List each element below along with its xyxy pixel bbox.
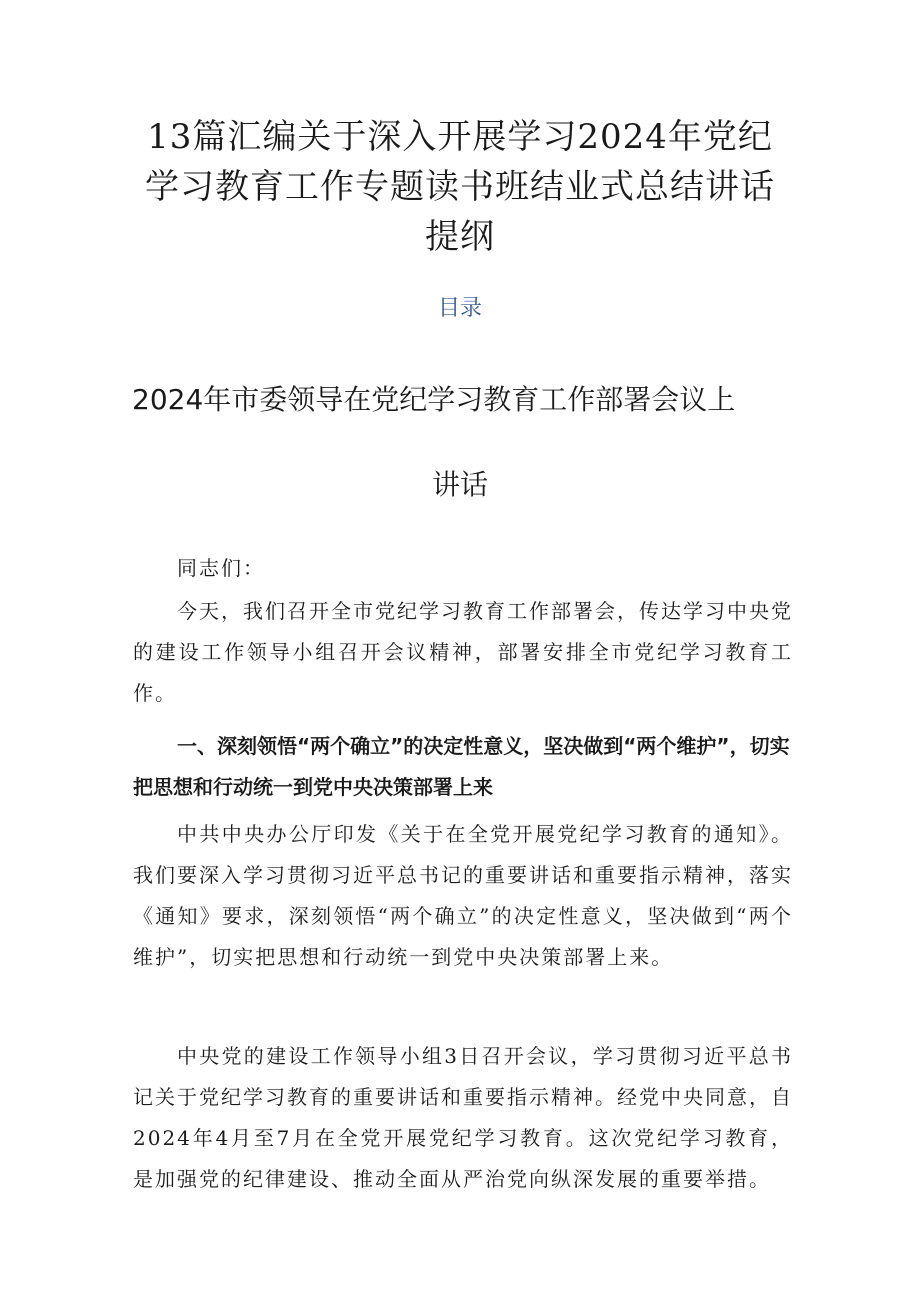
document-title: 13篇汇编关于深入开展学习2024年党纪学习教育工作专题读书班结业式总结讲话提纲 [145,117,775,257]
paragraph-1: 今天，我们召开全市党纪学习教育工作部署会，传达学习中央党的建设工作领导小组召开会议精神，部署安排全市党纪学习教育工作。 [133,599,793,705]
greeting: 同志们： [177,556,265,580]
section-title-line1: 2024年市委领导在党纪学习教育工作部署会议上 [132,383,736,416]
heading-1: 一、深刻领悟“两个确立”的决定性意义，坚决做到“两个维护”，切实把思想和行动统一到党中央决策部署上来 [133,734,790,799]
toc-label: 目录 [437,296,482,321]
section-title-line2: 讲话 [431,468,488,501]
paragraph-2: 中共中央办公厅印发《关于在全党开展党纪学习教育的通知》。我们要深入学习贯彻习近平总书记的重要讲话和重要指示精神，落实《通知》要求，深刻领悟“两个确立”的决定性意义，坚决做到“两个维护”，切实把思想和行动统一到党中央决策部署上来。 [133,822,793,969]
paragraph-3: 中央党的建设工作领导小组3日召开会议，学习贯彻习近平总书记关于党纪学习教育的重要讲话和重要指示精神。经党中央同意，自2024年4月至7月在全党开展党纪学习教育。这次党纪学习教育，是加强党的纪律建设、推动全面从严治党向纵深发展的重要举措。 [133,1044,793,1191]
